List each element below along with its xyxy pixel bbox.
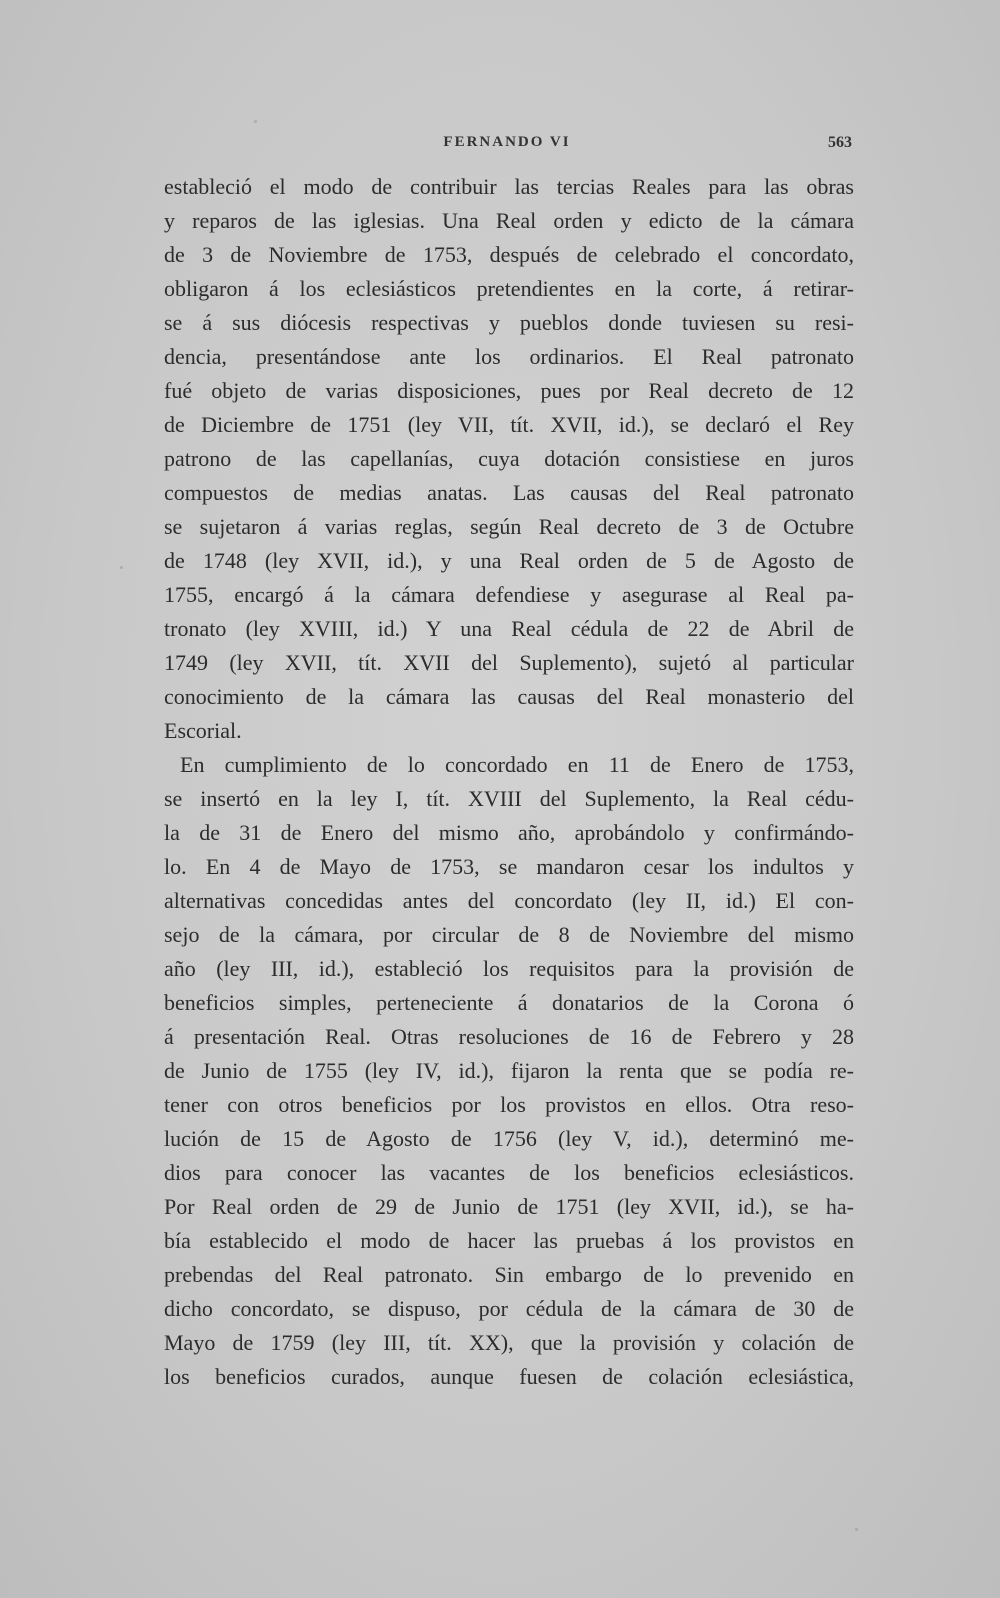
- text-line: lución de 15 de Agosto de 1756 (ley V, id.), determinó me-: [164, 1126, 854, 1151]
- running-head: [162, 134, 852, 160]
- text-line: y reparos de las iglesias. Una Real orden y edicto de la cámara: [164, 208, 854, 233]
- paper-speck: [254, 120, 257, 123]
- text-line: de 3 de Noviembre de 1753, después de celebrado el concordato,: [164, 242, 854, 267]
- text-line: Mayo de 1759 (ley III, tít. XX), que la provisión y colación de: [164, 1330, 854, 1355]
- text-line: se sujetaron á varias reglas, según Real decreto de 3 de Octubre: [164, 514, 854, 539]
- page-number: 563: [828, 134, 852, 151]
- paper-speck: [120, 566, 123, 569]
- text-line: 1749 (ley XVII, tít. XVII del Suplemento), sujetó al particular: [164, 650, 854, 675]
- text-line: prebendas del Real patronato. Sin embargo de lo prevenido en: [164, 1262, 854, 1287]
- text-line: sejo de la cámara, por circular de 8 de Noviembre del mismo: [164, 922, 854, 947]
- text-line: tronato (ley XVIII, id.) Y una Real cédula de 22 de Abril de: [164, 616, 854, 641]
- text-line: obligaron á los eclesiásticos pretendientes en la corte, á retirar-: [164, 276, 854, 301]
- text-line: beneficios simples, perteneciente á donatarios de la Corona ó: [164, 990, 854, 1015]
- text-line: la de 31 de Enero del mismo año, aprobándolo y confirmándo-: [164, 820, 854, 845]
- text-line: de Diciembre de 1751 (ley VII, tít. XVII, id.), se declaró el Rey: [164, 412, 854, 437]
- text-line: Por Real orden de 29 de Junio de 1751 (ley XVII, id.), se ha-: [164, 1194, 854, 1219]
- text-line: lo. En 4 de Mayo de 1753, se mandaron cesar los indultos y: [164, 854, 854, 879]
- text-line: patrono de las capellanías, cuya dotación consistiese en juros: [164, 446, 854, 471]
- text-line: los beneficios curados, aunque fuesen de colación eclesiástica,: [164, 1364, 854, 1389]
- text-line: estableció el modo de contribuir las tercias Reales para las obras: [164, 174, 854, 199]
- text-line: de Junio de 1755 (ley IV, id.), fijaron la renta que se podía re-: [164, 1058, 854, 1083]
- text-line: dicho concordato, se dispuso, por cédula de la cámara de 30 de: [164, 1296, 854, 1321]
- text-line: bía establecido el modo de hacer las pruebas á los provistos en: [164, 1228, 854, 1253]
- paper-speck: [855, 1528, 858, 1531]
- text-line: á presentación Real. Otras resoluciones de 16 de Febrero y 28: [164, 1024, 854, 1049]
- text-line: conocimiento de la cámara las causas del Real monasterio del: [164, 684, 854, 709]
- text-line: Escorial.: [164, 718, 242, 743]
- text-line: se á sus diócesis respectivas y pueblos donde tuviesen su resi-: [164, 310, 854, 335]
- text-line: fué objeto de varias disposiciones, pues por Real decreto de 12: [164, 378, 854, 403]
- text-line: dios para conocer las vacantes de los beneficios eclesiásticos.: [164, 1160, 854, 1185]
- text-line: de 1748 (ley XVII, id.), y una Real orden de 5 de Agosto de: [164, 548, 854, 573]
- text-line: 1755, encargó á la cámara defendiese y asegurase al Real pa-: [164, 582, 854, 607]
- text-line: tener con otros beneficios por los provistos en ellos. Otra reso-: [164, 1092, 854, 1117]
- text-line: se insertó en la ley I, tít. XVIII del Suplemento, la Real cédu-: [164, 786, 854, 811]
- text-line: alternativas concedidas antes del concordato (ley II, id.) El con-: [164, 888, 854, 913]
- body-text: [164, 170, 854, 1394]
- text-line: En cumplimiento de lo concordado en 11 de Enero de 1753,: [180, 752, 854, 777]
- text-line: dencia, presentándose ante los ordinarios. El Real patronato: [164, 344, 854, 369]
- text-line: compuestos de medias anatas. Las causas del Real patronato: [164, 480, 854, 505]
- text-line: año (ley III, id.), estableció los requisitos para la provisión de: [164, 956, 854, 981]
- running-title: FERNANDO VI: [443, 134, 571, 150]
